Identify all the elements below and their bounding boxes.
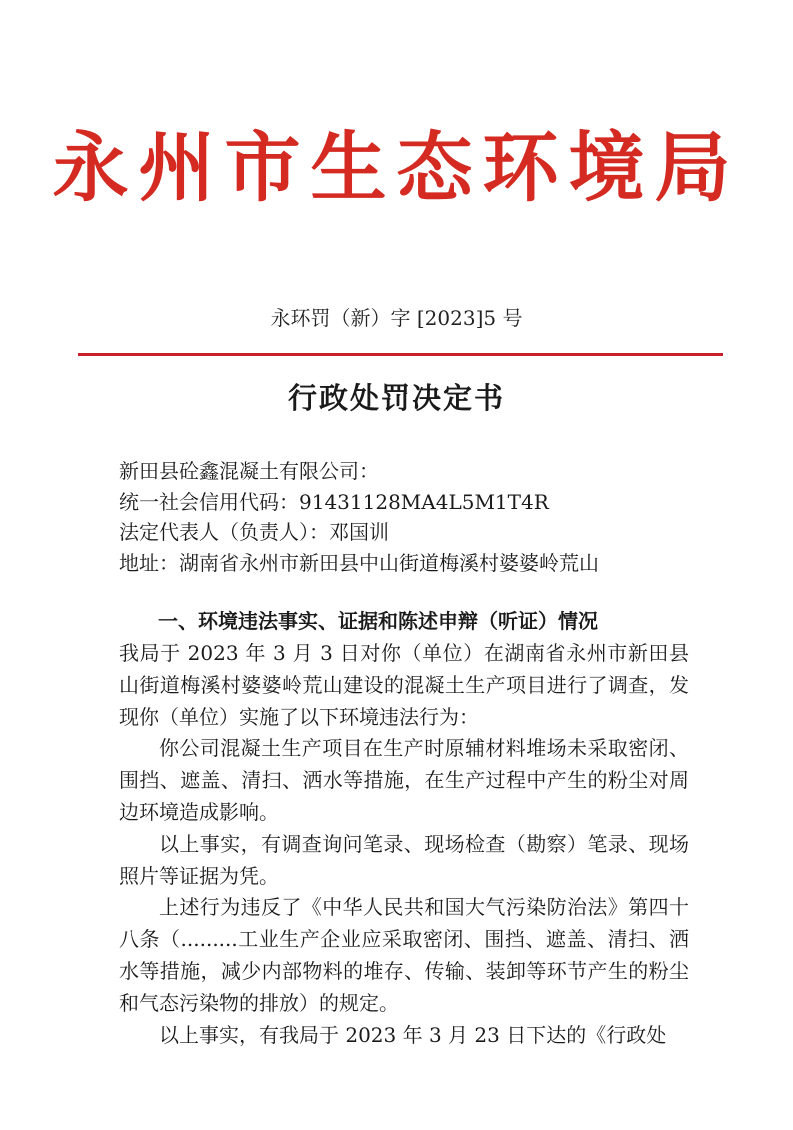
company-name: 新田县砼鑫混凝土有限公司：: [119, 459, 379, 483]
paragraph: 你公司混凝土生产项目在生产时原辅材料堆场未采取密闭、围挡、遮盖、清扫、洒水等措施，在生产过程中产生的粉尘对周边环境造成影响。: [119, 736, 689, 824]
paragraph: 以上事实，有我局于 2023 年 3 月 23 日下达的《行政处: [159, 1022, 667, 1047]
document-number: 永环罚（新）字 [2023]5 号: [270, 306, 523, 330]
section-body: [119, 638, 689, 1051]
red-divider-line: [78, 353, 723, 356]
credit-code: 统一社会信用代码：91431128MA4L5M1T4R: [119, 489, 549, 514]
party-info: [119, 456, 719, 578]
legal-representative: 法定代表人（负责人）：邓国训: [119, 520, 389, 544]
section-heading: 一、环境违法事实、证据和陈述申辩（听证）情况: [158, 609, 598, 633]
agency-masthead: 永州市生态环境局: [52, 123, 741, 212]
paragraph: 以上事实，有调查询问笔录、现场检查（勘察）笔录、现场照片等证据为凭。: [119, 831, 689, 888]
document-title: 行政处罚决定书: [287, 381, 505, 415]
paragraph: 我局于 2023 年 3 月 3 日对你（单位）在湖南省永州市新田县山街道梅溪村婆婆岭荒山建设的混凝土生产项目进行了调查，发现你（单位）实施了以下环境违法行为：: [119, 641, 689, 729]
paragraph: 上述行为违反了《中华人民共和国大气污染防治法》第四十八条（.........工业生产企业应采取密闭、围挡、遮盖、清扫、洒水等措施，减少内部物料的堆存、传输、装卸等环节产生的粉尘和气态污染物的排放）的规定。: [119, 895, 689, 1015]
company-address: 地址：湖南省永州市新田县中山街道梅溪村婆婆岭荒山: [119, 550, 599, 575]
